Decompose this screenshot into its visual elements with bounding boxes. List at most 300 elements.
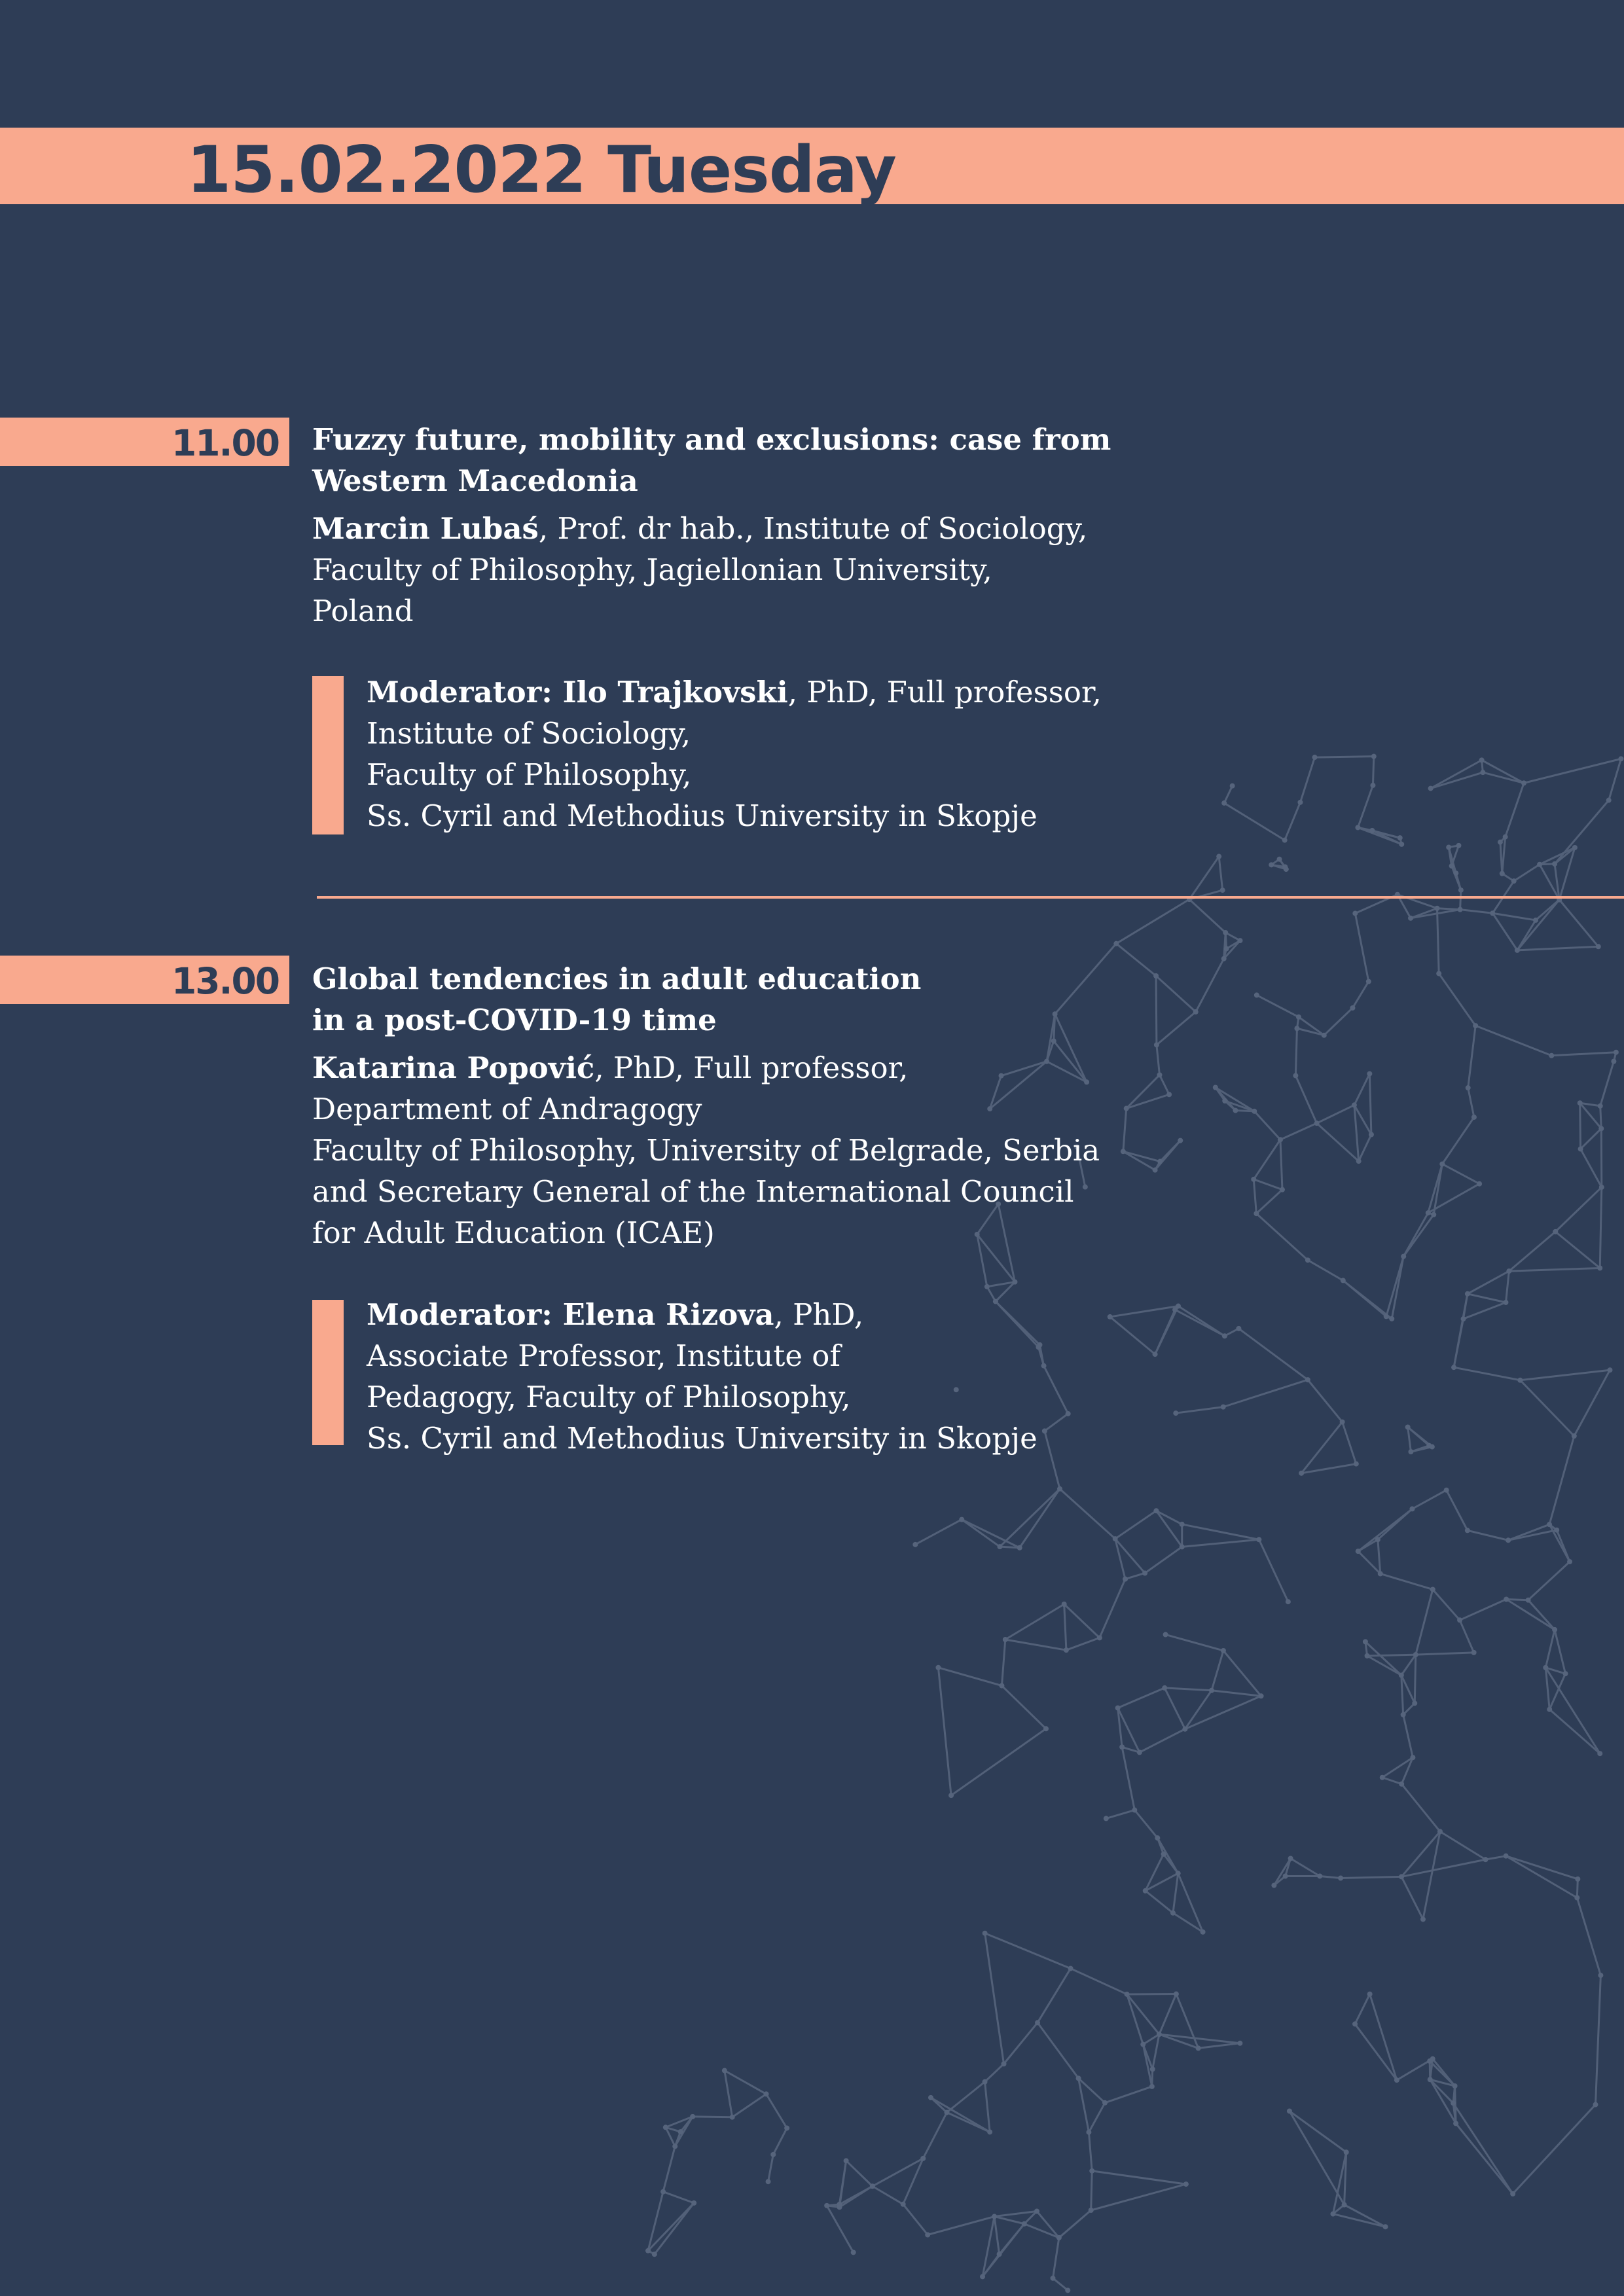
network-edge bbox=[873, 2159, 923, 2186]
network-node bbox=[1593, 2102, 1598, 2108]
network-edge bbox=[1199, 2043, 1240, 2049]
network-node bbox=[1399, 1672, 1404, 1677]
network-edge bbox=[923, 2113, 947, 2159]
network-edge bbox=[947, 2082, 984, 2113]
network-node bbox=[1119, 1744, 1125, 1749]
network-node bbox=[912, 1542, 918, 1547]
network-edge bbox=[1091, 2171, 1092, 2210]
network-edge bbox=[1089, 2103, 1105, 2132]
network-edge bbox=[1549, 1436, 1574, 1524]
network-edge bbox=[1212, 1651, 1223, 1691]
network-node bbox=[1465, 1291, 1470, 1297]
network-node bbox=[1401, 1254, 1406, 1259]
network-edge bbox=[1492, 913, 1536, 920]
session-time: 11.00 bbox=[171, 422, 279, 464]
network-node bbox=[1430, 2056, 1435, 2062]
network-edge bbox=[1116, 899, 1189, 944]
network-edge bbox=[1581, 1149, 1602, 1187]
network-edge bbox=[1176, 1994, 1199, 2049]
network-node bbox=[1356, 1549, 1361, 1554]
network-edge bbox=[1439, 973, 1475, 1026]
network-edge bbox=[1358, 1551, 1380, 1573]
network-edge bbox=[1212, 1691, 1261, 1696]
network-node bbox=[901, 2202, 906, 2207]
network-edge bbox=[903, 2159, 924, 2204]
network-edge bbox=[994, 2211, 1037, 2216]
network-node bbox=[1237, 2041, 1242, 2046]
network-edge bbox=[1115, 1511, 1157, 1539]
network-node bbox=[1271, 1883, 1276, 1888]
network-node bbox=[652, 2251, 657, 2257]
network-node bbox=[1056, 2235, 1062, 2240]
speaker-line: Faculty of Philosophy, Jagiellonian University, bbox=[312, 552, 992, 587]
session-time-band bbox=[0, 418, 289, 466]
network-edge bbox=[1601, 1128, 1602, 1187]
network-edge bbox=[1580, 1103, 1581, 1149]
network-edge bbox=[1301, 1464, 1356, 1473]
network-node bbox=[1461, 1316, 1466, 1321]
network-edge bbox=[1370, 1994, 1397, 2080]
network-node bbox=[1553, 1229, 1558, 1234]
network-node bbox=[1614, 1050, 1619, 1055]
network-edge bbox=[1038, 1969, 1071, 2023]
network-node bbox=[1342, 2202, 1347, 2208]
network-edge bbox=[1506, 1599, 1528, 1600]
network-edge bbox=[1528, 1562, 1570, 1600]
network-edge bbox=[1468, 1088, 1474, 1117]
network-node bbox=[1371, 754, 1377, 759]
speaker-line: Faculty of Philosophy, University of Belgrade, Serbia bbox=[312, 1133, 1100, 1168]
network-edge bbox=[1506, 783, 1524, 836]
network-node bbox=[1305, 1257, 1310, 1263]
network-node bbox=[1125, 1992, 1130, 1997]
network-edge bbox=[839, 2186, 872, 2204]
moderator-accent-bar bbox=[312, 1300, 344, 1445]
network-node bbox=[1369, 828, 1375, 833]
network-node bbox=[1180, 1544, 1185, 1549]
network-edge bbox=[1064, 1604, 1066, 1650]
network-edge bbox=[1153, 2034, 1159, 2069]
network-edge bbox=[1127, 1994, 1159, 2034]
network-node bbox=[1444, 1488, 1449, 1493]
network-node bbox=[1458, 907, 1463, 912]
network-node bbox=[1287, 2108, 1292, 2113]
network-edge bbox=[962, 1520, 1000, 1547]
network-edge bbox=[903, 2204, 928, 2235]
network-node bbox=[1399, 842, 1404, 847]
network-node bbox=[983, 1931, 988, 1936]
network-node bbox=[1574, 1895, 1579, 1901]
network-node bbox=[1317, 1873, 1322, 1878]
network-node bbox=[1563, 1671, 1568, 1676]
network-edge bbox=[994, 2217, 1000, 2255]
network-edge bbox=[1355, 913, 1368, 981]
network-node bbox=[1503, 1300, 1508, 1305]
network-node bbox=[1378, 1571, 1383, 1576]
network-node bbox=[1598, 1103, 1603, 1109]
network-node bbox=[672, 2144, 677, 2149]
network-edge bbox=[985, 2064, 1004, 2081]
network-node bbox=[997, 2251, 1002, 2257]
network-node bbox=[1209, 1688, 1214, 1693]
network-node bbox=[1596, 944, 1601, 949]
speaker-name: Katarina Popović bbox=[312, 1050, 595, 1085]
network-node bbox=[1182, 1727, 1187, 1732]
network-node bbox=[1389, 1316, 1394, 1321]
network-edge bbox=[1122, 1747, 1134, 1810]
network-edge bbox=[1416, 1589, 1433, 1655]
moderator-label: Moderator: bbox=[367, 1297, 563, 1332]
network-edge bbox=[1341, 1876, 1401, 1878]
network-edge bbox=[1442, 1117, 1474, 1164]
network-edge bbox=[1359, 1135, 1371, 1162]
network-node bbox=[1150, 2066, 1155, 2072]
network-edge bbox=[655, 2203, 694, 2254]
network-node bbox=[1176, 1871, 1181, 1876]
network-edge bbox=[1460, 910, 1493, 914]
network-node bbox=[1483, 1857, 1488, 1862]
moderator-line bbox=[367, 672, 1348, 713]
network-node bbox=[1224, 946, 1229, 951]
network-edge bbox=[985, 2082, 990, 2132]
network-node bbox=[730, 2115, 735, 2120]
network-node bbox=[1113, 1536, 1118, 1541]
network-edge bbox=[951, 1729, 1046, 1795]
network-node bbox=[1161, 1852, 1166, 1857]
network-node bbox=[1375, 1537, 1380, 1542]
network-node bbox=[1394, 2077, 1399, 2083]
network-node bbox=[764, 2091, 769, 2096]
network-edge bbox=[1164, 1688, 1185, 1729]
network-node bbox=[1254, 992, 1259, 997]
network-edge bbox=[1401, 1655, 1416, 1675]
network-node bbox=[1408, 1449, 1413, 1454]
network-edge bbox=[1378, 1539, 1380, 1573]
network-node bbox=[1153, 1508, 1159, 1513]
network-node bbox=[1578, 1100, 1583, 1105]
network-edge bbox=[938, 1668, 951, 1795]
network-node bbox=[1426, 1443, 1432, 1448]
network-edge bbox=[1460, 1620, 1474, 1653]
network-edge bbox=[663, 2146, 675, 2191]
network-node bbox=[1436, 971, 1441, 976]
network-edge bbox=[1156, 1511, 1182, 1547]
network-node bbox=[1408, 916, 1413, 921]
network-edge bbox=[1595, 1975, 1600, 2105]
network-edge bbox=[1100, 1579, 1125, 1638]
network-node bbox=[1017, 1545, 1022, 1551]
session-time-band bbox=[0, 956, 289, 1004]
network-node bbox=[784, 2125, 789, 2130]
network-node bbox=[1473, 1023, 1478, 1028]
speaker-line: Department of Andragogy bbox=[312, 1092, 702, 1126]
network-node bbox=[1283, 1874, 1288, 1879]
network-edge bbox=[846, 2161, 873, 2186]
network-edge bbox=[1408, 1427, 1430, 1445]
network-edge bbox=[1517, 900, 1559, 950]
network-edge bbox=[1092, 2171, 1186, 2184]
network-node bbox=[1606, 798, 1612, 803]
network-node bbox=[1352, 1102, 1357, 1107]
network-node bbox=[1453, 2121, 1458, 2126]
network-node bbox=[1446, 845, 1451, 850]
network-edge bbox=[1000, 1547, 1019, 1548]
network-node bbox=[1618, 756, 1623, 761]
network-edge bbox=[1555, 1232, 1600, 1268]
network-edge bbox=[1600, 1062, 1614, 1106]
network-node bbox=[1170, 1910, 1176, 1916]
network-edge bbox=[1355, 2024, 1397, 2080]
network-node bbox=[1089, 2168, 1094, 2174]
network-node bbox=[1142, 1570, 1147, 1575]
network-edge bbox=[1164, 1688, 1212, 1691]
network-node bbox=[1506, 1268, 1511, 1274]
network-edge bbox=[1416, 1653, 1474, 1655]
network-edge bbox=[1514, 865, 1540, 881]
moderator-line: Ss. Cyril and Methodius University in Skopje bbox=[367, 1421, 1038, 1456]
network-edge bbox=[1333, 2214, 1385, 2227]
network-node bbox=[1057, 1486, 1062, 1492]
network-node bbox=[1412, 1700, 1417, 1706]
section-divider bbox=[317, 896, 1624, 899]
network-node bbox=[1282, 864, 1288, 869]
network-node bbox=[1383, 2224, 1388, 2229]
network-node bbox=[1398, 835, 1403, 840]
network-edge bbox=[1545, 1630, 1555, 1668]
moderator-line: Pedagogy, Faculty of Philosophy, bbox=[367, 1380, 851, 1414]
network-node bbox=[1286, 1599, 1291, 1604]
network-edge bbox=[773, 2128, 787, 2154]
network-node bbox=[660, 2189, 666, 2195]
network-node bbox=[1598, 1126, 1604, 1131]
network-node bbox=[1064, 1647, 1069, 1653]
network-node bbox=[1269, 862, 1274, 867]
network-node bbox=[1490, 910, 1495, 916]
network-edge bbox=[1551, 1052, 1616, 1056]
network-edge bbox=[1442, 1164, 1479, 1183]
network-node bbox=[691, 2200, 696, 2206]
network-node bbox=[1434, 906, 1439, 911]
network-node bbox=[722, 2068, 727, 2073]
network-node bbox=[1022, 2221, 1027, 2227]
network-node bbox=[1465, 1528, 1470, 1533]
network-edge bbox=[1382, 1778, 1401, 1784]
network-edge bbox=[985, 1933, 1071, 1969]
network-node bbox=[1157, 2032, 1162, 2037]
network-edge bbox=[1408, 1427, 1411, 1452]
network-node bbox=[1174, 1992, 1179, 1997]
network-edge bbox=[1555, 800, 1609, 864]
network-edge bbox=[1401, 1675, 1403, 1714]
network-node bbox=[1430, 1587, 1435, 1592]
network-edge bbox=[1145, 1547, 1182, 1573]
network-edge bbox=[1403, 1213, 1428, 1257]
network-node bbox=[1413, 1652, 1418, 1657]
network-edge bbox=[1447, 1490, 1468, 1531]
network-edge bbox=[1454, 1367, 1520, 1380]
network-edge bbox=[1189, 899, 1225, 933]
network-node bbox=[1256, 1537, 1261, 1542]
network-edge bbox=[1182, 1524, 1259, 1539]
network-edge bbox=[1577, 1898, 1600, 1976]
network-edge bbox=[1005, 1640, 1066, 1650]
network-edge bbox=[1038, 2022, 1079, 2078]
speaker-affiliation: , PhD, Full professor, bbox=[594, 1050, 909, 1085]
network-edge bbox=[1257, 995, 1299, 1016]
network-edge bbox=[1320, 1876, 1341, 1878]
network-node bbox=[1162, 1685, 1167, 1691]
network-edge bbox=[1485, 1856, 1506, 1859]
network-node bbox=[1341, 1278, 1346, 1283]
moderator-info bbox=[367, 672, 1348, 836]
network-node bbox=[1370, 783, 1375, 788]
network-node bbox=[1355, 825, 1360, 830]
network-node bbox=[959, 1517, 964, 1522]
network-node bbox=[1471, 1650, 1477, 1655]
network-node bbox=[1547, 1522, 1552, 1527]
network-edge bbox=[1492, 913, 1517, 950]
network-node bbox=[1369, 1132, 1374, 1138]
network-node bbox=[1458, 888, 1464, 893]
network-edge bbox=[1513, 2105, 1595, 2194]
network-node bbox=[1526, 1598, 1531, 1603]
network-node bbox=[1599, 1185, 1604, 1190]
network-node bbox=[678, 2129, 683, 2134]
network-edge bbox=[1343, 1280, 1392, 1319]
network-edge bbox=[962, 1520, 1019, 1548]
network-node bbox=[1598, 1973, 1603, 1978]
network-edge bbox=[928, 2217, 994, 2235]
network-edge bbox=[1549, 1524, 1570, 1562]
network-node bbox=[1597, 1265, 1602, 1270]
network-node bbox=[1428, 2077, 1433, 2082]
network-node bbox=[1001, 2061, 1007, 2066]
network-edge bbox=[1140, 1729, 1185, 1753]
moderator-info bbox=[367, 1294, 1348, 1459]
network-node bbox=[1062, 1602, 1067, 1607]
network-edge bbox=[1005, 1604, 1064, 1640]
network-node bbox=[1431, 1212, 1436, 1217]
network-node bbox=[1420, 1916, 1426, 1922]
network-node bbox=[844, 2158, 849, 2163]
network-node bbox=[1572, 845, 1578, 850]
network-node bbox=[1504, 1596, 1509, 1602]
speaker-line bbox=[312, 508, 1327, 549]
network-edge bbox=[1355, 1994, 1370, 2024]
network-edge bbox=[1609, 759, 1621, 800]
network-edge bbox=[1549, 1710, 1600, 1753]
network-edge bbox=[1468, 1271, 1509, 1294]
network-node bbox=[1367, 1071, 1372, 1077]
network-edge bbox=[827, 2206, 854, 2252]
network-edge bbox=[1460, 890, 1461, 910]
network-node bbox=[944, 2110, 949, 2115]
network-edge bbox=[768, 2155, 774, 2181]
moderator-line: Faculty of Philosophy, bbox=[367, 757, 692, 792]
network-edge bbox=[1064, 1604, 1100, 1638]
network-edge bbox=[732, 2094, 767, 2117]
network-edge bbox=[1545, 1668, 1600, 1753]
network-node bbox=[1479, 757, 1485, 762]
network-edge bbox=[1146, 1891, 1173, 1913]
network-node bbox=[1034, 2208, 1039, 2214]
network-edge bbox=[1001, 1640, 1005, 1686]
network-node bbox=[1123, 1577, 1128, 1582]
network-node bbox=[1451, 1365, 1456, 1370]
network-edge bbox=[1091, 2184, 1186, 2210]
speaker-line: for Adult Education (ICAE) bbox=[312, 1215, 715, 1250]
network-node bbox=[987, 2129, 992, 2134]
network-edge bbox=[1397, 2059, 1433, 2080]
network-edge bbox=[1600, 1187, 1602, 1268]
network-edge bbox=[1380, 1573, 1433, 1589]
network-node bbox=[1282, 838, 1288, 843]
network-node bbox=[1065, 2287, 1070, 2293]
network-node bbox=[1453, 870, 1458, 876]
network-node bbox=[1089, 2208, 1094, 2213]
network-edge bbox=[1324, 1008, 1353, 1035]
network-node bbox=[1350, 1005, 1355, 1011]
network-node bbox=[1504, 1854, 1509, 1859]
network-node bbox=[1220, 888, 1225, 893]
network-edge bbox=[1475, 1026, 1551, 1056]
network-node bbox=[1086, 2130, 1091, 2135]
network-edge bbox=[1290, 2111, 1344, 2204]
network-node bbox=[1471, 1115, 1477, 1120]
network-edge bbox=[1520, 1370, 1610, 1380]
network-node bbox=[1410, 1755, 1415, 1760]
network-node bbox=[1503, 834, 1508, 840]
network-edge bbox=[1020, 1489, 1060, 1548]
network-edge bbox=[1053, 2278, 1068, 2291]
session-title: Fuzzy future, mobility and exclusions: case from Western Macedonia bbox=[312, 422, 1111, 498]
network-node bbox=[1552, 861, 1557, 867]
network-node bbox=[1608, 1367, 1613, 1372]
network-edge bbox=[1166, 1634, 1223, 1651]
page-title: 15.02.2022 Tuesday bbox=[187, 133, 896, 207]
network-edge bbox=[1066, 1638, 1100, 1650]
network-edge bbox=[1369, 1074, 1371, 1135]
network-edge bbox=[1412, 1490, 1446, 1509]
network-node bbox=[1409, 1506, 1415, 1511]
network-node bbox=[1578, 1146, 1583, 1151]
network-node bbox=[1196, 2045, 1201, 2051]
network-node bbox=[1259, 1693, 1264, 1698]
network-edge bbox=[1000, 2224, 1024, 2254]
network-node bbox=[851, 2250, 856, 2255]
network-edge bbox=[1000, 1489, 1060, 1547]
network-edge bbox=[1125, 1573, 1145, 1579]
network-node bbox=[1466, 1085, 1471, 1090]
network-node bbox=[770, 2152, 776, 2157]
network-edge bbox=[725, 2071, 767, 2094]
network-edge bbox=[1053, 2238, 1058, 2278]
network-node bbox=[1428, 786, 1434, 791]
network-edge bbox=[1506, 1856, 1578, 1879]
network-edge bbox=[1600, 1106, 1602, 1128]
network-edge bbox=[1555, 1187, 1602, 1232]
network-edge bbox=[1506, 1271, 1509, 1302]
network-node bbox=[1104, 1816, 1109, 1821]
network-edge bbox=[1555, 1630, 1565, 1674]
network-edge bbox=[1164, 1854, 1178, 1873]
network-node bbox=[1552, 1627, 1557, 1632]
network-edge bbox=[985, 1933, 1004, 2064]
network-node bbox=[1003, 1637, 1008, 1642]
network-node bbox=[1449, 863, 1454, 869]
network-edge bbox=[1581, 1128, 1602, 1149]
network-edge bbox=[1509, 1268, 1600, 1271]
